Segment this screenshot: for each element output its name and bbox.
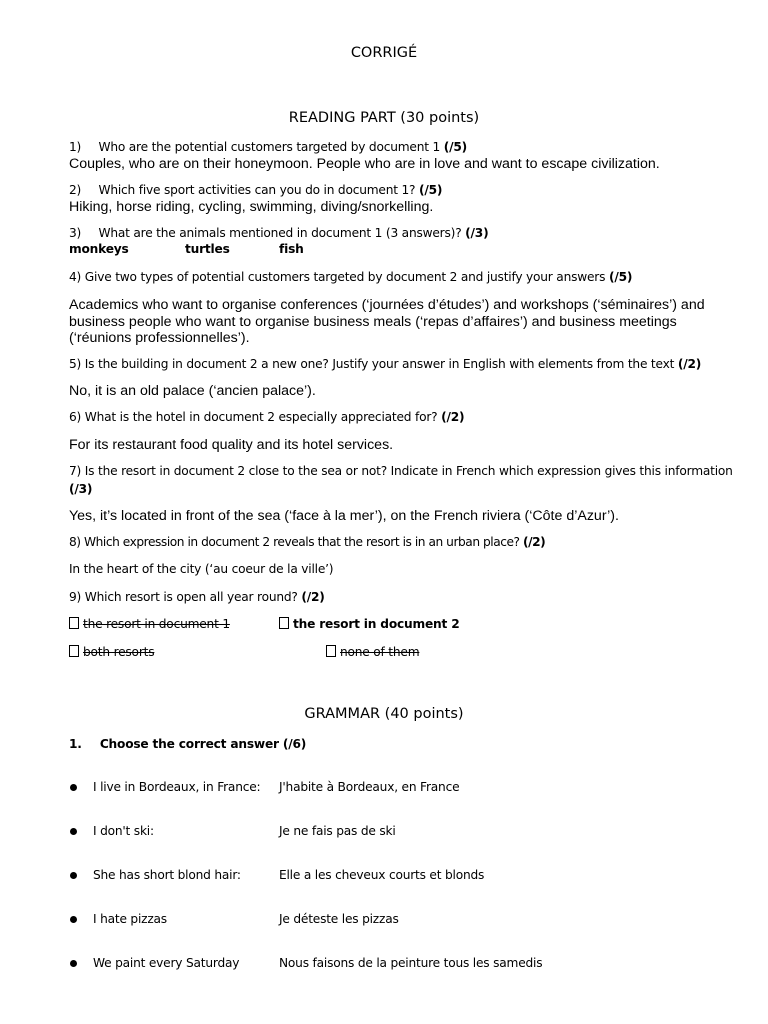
answer-3-item: turtles (185, 242, 230, 256)
question-7 (69, 464, 733, 478)
checkbox-icon (69, 645, 79, 657)
grammar-french: Je déteste les pizzas (279, 912, 399, 926)
option-struck (69, 617, 230, 631)
question-6 (69, 410, 464, 424)
option-struck (326, 645, 419, 659)
question-1-text: Who are the potential customers targeted by document 1 (98, 140, 441, 154)
grammar-french: Je ne fais pas de ski (279, 824, 396, 838)
question-1-points: (/5) (443, 140, 468, 154)
grammar-english: I hate pizzas (93, 912, 167, 926)
answer-4: Academics who want to organise conferences (‘journées d’études’) and workshops (‘séminaires’) and business people who want to organise business meals (‘repas d’affaires’) and business meetings (‘réunions professionnelles’). (69, 297, 705, 346)
question-9 (69, 590, 325, 604)
question-7-text: 7) Is the resort in document 2 close to the sea or not? Indicate in French which expression gives this information (69, 464, 733, 478)
reading-section-heading: READING PART (30 points) (288, 110, 480, 126)
question-6-text: 6) What is the hotel in document 2 especially appreciated for? (69, 410, 438, 424)
option-struck (69, 645, 154, 659)
question-3-text: What are the animals mentioned in document 1 (3 answers)? (98, 226, 462, 240)
option-correct (279, 617, 459, 631)
question-9-text: 9) Which resort is open all year round? (69, 590, 298, 604)
grammar-french: Nous faisons de la peinture tous les samedis (279, 956, 543, 970)
answer-6: For its restaurant food quality and its hotel services. (69, 437, 394, 453)
question-2-text: Which five sport activities can you do in document 1? (98, 183, 416, 197)
question-4-points: (/5) (608, 270, 633, 284)
question-5-text: 5) Is the building in document 2 a new one? Justify your answer in English with elements from the text (69, 357, 675, 371)
option-label: none of them (340, 645, 420, 659)
bullet-icon (70, 784, 77, 791)
grammar-french: J'habite à Bordeaux, en France (279, 780, 460, 794)
question-8-text: 8) Which expression in document 2 reveals that the resort is in an urban place? (69, 535, 520, 549)
answer-3-item: fish (279, 242, 304, 256)
checkbox-icon (69, 617, 79, 629)
question-6-points: (/2) (441, 410, 465, 424)
checkbox-icon (326, 645, 336, 657)
grammar-exercise-text: Choose the correct answer (/6) (99, 737, 307, 751)
grammar-english: She has short blond hair: (93, 868, 241, 882)
checkbox-icon (279, 617, 289, 629)
question-8-points: (/2) (523, 535, 546, 549)
question-9-points: (/2) (301, 590, 325, 604)
answer-7: Yes, it’s located in front of the sea (‘face à la mer’), on the French riviera (‘Côte d’Azur’). (69, 508, 619, 524)
question-3-number: 3) (69, 226, 82, 240)
question-8 (69, 535, 545, 549)
bullet-icon (70, 916, 77, 923)
question-4 (69, 270, 632, 284)
bullet-icon (70, 960, 77, 967)
grammar-english: We paint every Saturday (93, 956, 240, 970)
question-2 (69, 183, 442, 197)
question-2-points: (/5) (419, 183, 443, 197)
question-1-number: 1) (69, 140, 82, 154)
answer-3-item: monkeys (69, 242, 129, 256)
question-2-number: 2) (69, 183, 82, 197)
grammar-english: I don't ski: (93, 824, 154, 838)
option-label: the resort in document 2 (293, 617, 460, 631)
answer-5: No, it is an old palace (‘ancien palace’). (69, 383, 316, 399)
question-5-points: (/2) (677, 357, 702, 371)
question-4-text: 4) Give two types of potential customers targeted by document 2 and justify your answers (69, 270, 606, 284)
question-3-points: (/3) (465, 226, 489, 240)
question-5 (69, 357, 701, 371)
answer-8: In the heart of the city (‘au coeur de la ville’) (69, 562, 334, 576)
page-title: CORRIGÉ (350, 45, 418, 61)
option-label: the resort in document 1 (83, 617, 230, 631)
question-3 (69, 226, 488, 240)
answer-2: Hiking, horse riding, cycling, swimming, diving/snorkelling. (69, 199, 434, 215)
question-1 (69, 140, 467, 154)
option-label: both resorts (83, 645, 155, 659)
question-7-points: (/3) (69, 482, 93, 496)
grammar-english: I live in Bordeaux, in France: (93, 780, 261, 794)
grammar-exercise-title (69, 737, 306, 751)
bullet-icon (70, 872, 77, 879)
answer-1: Couples, who are on their honeymoon. People who are in love and want to escape civilization. (69, 156, 660, 172)
grammar-section-heading: GRAMMAR (40 points) (304, 706, 464, 722)
grammar-exercise-number: 1. (69, 737, 82, 751)
grammar-french: Elle a les cheveux courts et blonds (279, 868, 485, 882)
bullet-icon (70, 828, 77, 835)
